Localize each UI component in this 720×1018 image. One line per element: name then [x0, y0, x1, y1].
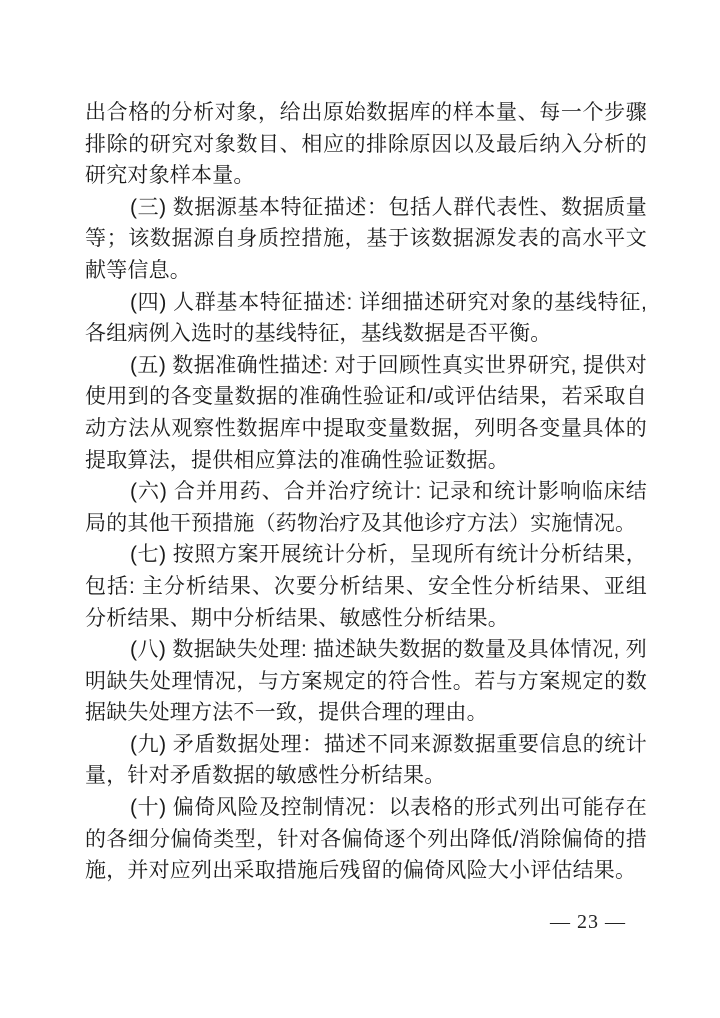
- page-number: — 23 —: [550, 911, 626, 933]
- paragraph-section-7: (七) 按照方案开展统计分析，呈现所有统计分析结果，包括: 主分析结果、次要分析结果、安全性分析结果、亚组分析结果、期中分析结果、敏感性分析结果。: [85, 543, 647, 630]
- paragraph-section-4: (四) 人群基本特征描述: 详细描述研究对象的基线特征, 各组病例入选时的基线特征，基线数据是否平衡。: [85, 290, 647, 346]
- paragraph-section-5: (五) 数据准确性描述: 对于回顾性真实世界研究, 提供对使用到的各变量数据的准确性验证和/或评估结果，若采取自动方法从观察性数据库中提取变量数据，列明各变量具体的提取算法，提供相应算法的准确性验证数据。: [85, 353, 647, 472]
- paragraph-continuation: 出合格的分析对象，给出原始数据库的样本量、每一个步骤排除的研究对象数目、相应的排除原因以及最后纳入分析的研究对象样本量。: [85, 101, 647, 188]
- page-content: [85, 97, 647, 887]
- paragraph-section-10: (十) 偏倚风险及控制情况：以表格的形式列出可能存在的各细分偏倚类型，针对各偏倚逐个列出降低/消除偏倚的措施，并对应列出采取措施后残留的偏倚风险大小评估结果。: [85, 796, 647, 883]
- paragraph-section-6: (六) 合并用药、合并治疗统计: 记录和统计影响临床结局的其他干预措施（药物治疗及其他诊疗方法）实施情况。: [85, 480, 647, 535]
- paragraph-section-3: (三) 数据源基本特征描述：包括人群代表性、数据质量等；该数据源自身质控措施，基于该数据源发表的高水平文献等信息。: [85, 195, 647, 282]
- paragraph-section-9: (九) 矛盾数据处理：描述不同来源数据重要信息的统计量，针对矛盾数据的敏感性分析结果。: [85, 732, 647, 788]
- paragraph-section-8: (八) 数据缺失处理: 描述缺失数据的数量及具体情况, 列明缺失处理情况，与方案规定的符合性。若与方案规定的数据缺失处理方法不一致，提供合理的理由。: [85, 638, 647, 725]
